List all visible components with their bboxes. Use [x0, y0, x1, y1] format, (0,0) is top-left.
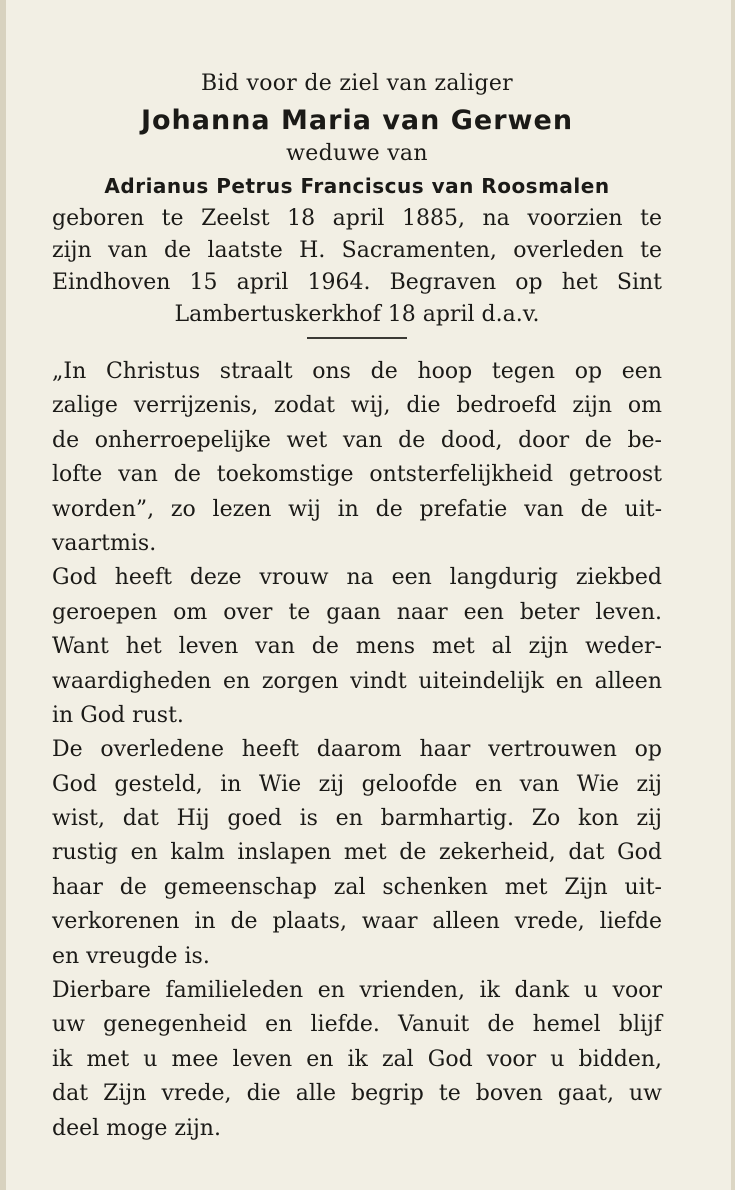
- text-line: de onherroepelijke wet van de dood, door de be-: [52, 427, 662, 453]
- text-line: God heeft deze vrouw na een langdurig ziekbed: [52, 565, 662, 591]
- text-line: deel moge zijn.: [52, 1115, 221, 1141]
- husband-name: Adrianus Petrus Franciscus van Roosmalen: [104, 174, 610, 198]
- detail-line: Eindhoven 15 april 1964. Begraven op het Sint: [52, 270, 662, 295]
- life-details: [52, 203, 662, 331]
- text-line: waardigheden en zorgen vindt uiteindelijk en alleen: [52, 668, 662, 694]
- text-line: wist, dat Hij goed is en barmhartig. Zo kon zij: [52, 806, 662, 832]
- detail-line: Lambertuskerkhof 18 april d.a.v.: [174, 302, 540, 327]
- text-line: haar de gemeenschap zal schenken met Zijn uit-: [52, 874, 662, 900]
- detail-line: geboren te Zeelst 18 april 1885, na voorzien te: [52, 206, 662, 231]
- card-edge-right: [731, 0, 735, 1190]
- widow-of-label: weduwe van: [286, 141, 428, 166]
- text-line: en vreugde is.: [52, 943, 210, 969]
- text-line: lofte van de toekomstige ontsterfelijkheid getroost: [52, 462, 662, 488]
- text-line: Want het leven van de mens met al zijn weder-: [52, 634, 662, 660]
- text-line: worden”, zo lezen wij in de prefatie van de uit-: [52, 496, 662, 522]
- text-line: zalige verrijzenis, zodat wij, die bedroefd zijn om: [52, 393, 662, 419]
- text-line: verkorenen in de plaats, waar alleen vrede, liefde: [52, 909, 662, 935]
- text-line: uw genegenheid en liefde. Vanuit de hemel blijf: [52, 1012, 662, 1038]
- divider-rule: [307, 337, 407, 339]
- text-line: vaartmis.: [52, 530, 157, 556]
- text-line: „In Christus straalt ons de hoop tegen op een: [52, 359, 662, 384]
- card-edge-left: [0, 0, 6, 1190]
- deceased-name: Johanna Maria van Gerwen: [140, 105, 574, 136]
- prayer-intro: Bid voor de ziel van zaliger: [201, 71, 513, 96]
- text-line: rustig en kalm inslapen met de zekerheid, dat God: [52, 840, 662, 866]
- text-line: geroepen om over te gaan naar een beter leven.: [52, 599, 662, 625]
- card-content: [52, 66, 662, 1146]
- text-line: in God rust.: [52, 702, 184, 728]
- memorial-text: [52, 355, 662, 1146]
- text-line: De overledene heeft daarom haar vertrouwen op: [52, 737, 662, 763]
- text-line: God gesteld, in Wie zij geloofde en van Wie zij: [52, 771, 662, 797]
- text-line: Dierbare familieleden en vrienden, ik dank u voor: [52, 978, 662, 1004]
- text-line: ik met u mee leven en ik zal God voor u bidden,: [52, 1046, 662, 1072]
- text-line: dat Zijn vrede, die alle begrip te boven gaat, uw: [52, 1081, 662, 1107]
- detail-line: zijn van de laatste H. Sacramenten, overleden te: [52, 238, 662, 263]
